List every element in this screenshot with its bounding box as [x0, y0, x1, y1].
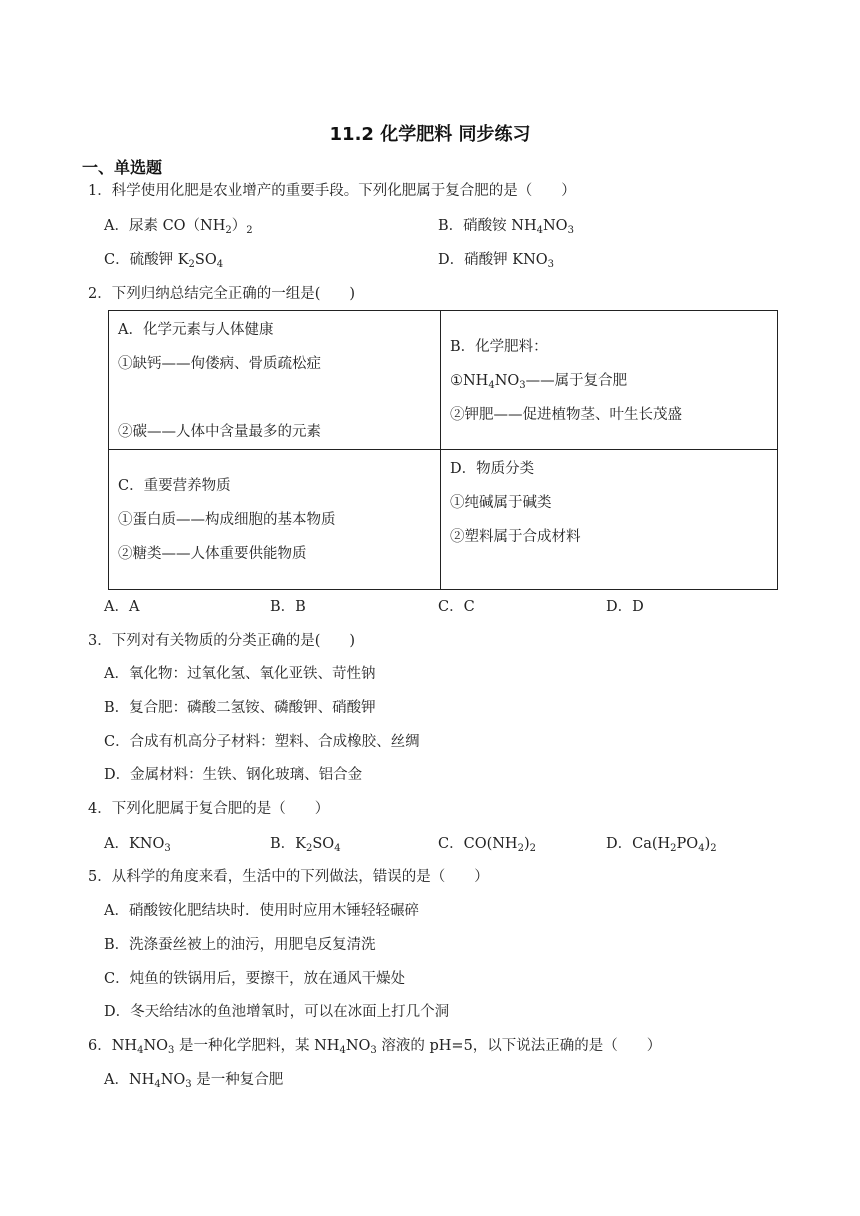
question-4-option-b[interactable]: B．$K_2SO_4$: [270, 836, 341, 854]
table-cell-b: [441, 311, 778, 450]
question-1-option-a[interactable]: A．尿素 $CO(NH_2)_2$: [104, 218, 253, 236]
question-3-option-b[interactable]: B．复合肥：磷酸二氢铵、磷酸钾、硝酸钾: [104, 700, 376, 716]
question-5-stem: 5．从科学的角度来看，生活中的下列做法，错误的是（ ）: [88, 869, 489, 885]
question-6-option-a[interactable]: A．$NH_4NO_3$ 是一种复合肥: [104, 1072, 284, 1090]
cell-d-title: D．物质分类: [450, 461, 535, 477]
table-cell-c: [109, 450, 441, 590]
question-3-stem: 3．下列对有关物质的分类正确的是( ): [88, 633, 356, 649]
question-4-option-d[interactable]: D．$Ca(H_2PO_4)_2$: [606, 836, 717, 854]
question-2-option-b[interactable]: B．B: [270, 599, 306, 615]
cell-b-item-2: ②钾肥——促进植物茎、叶生长茂盛: [450, 407, 682, 423]
question-2-option-c[interactable]: C．C: [438, 599, 475, 615]
question-1-option-c[interactable]: C．硫酸钾 $K_2SO_4$: [104, 252, 224, 270]
question-4-option-c[interactable]: C．$CO(NH_2)_2$: [438, 836, 536, 854]
cell-c-item-2: ②糖类——人体重要供能物质: [118, 546, 307, 562]
table-cell-a: [109, 311, 441, 450]
question-3-option-c[interactable]: C．合成有机高分子材料：塑料、合成橡胶、丝绸: [104, 734, 420, 750]
table-cell-d: [441, 450, 778, 590]
cell-a-title: A．化学元素与人体健康: [118, 322, 274, 338]
question-1-option-b[interactable]: B．硝酸铵 $NH_4NO_3$: [438, 218, 574, 236]
question-6-stem: 6．$NH_4NO_3$ 是一种化学肥料，某 $NH_4NO_3$ 溶液的 pH=5，以下说法正确的是（ ）: [88, 1038, 662, 1056]
question-2-option-d[interactable]: D．D: [606, 599, 644, 615]
cell-d-item-1: ①纯碱属于碱类: [450, 495, 552, 511]
cell-c-item-1: ①蛋白质——构成细胞的基本物质: [118, 512, 336, 528]
page-title: 11.2 化学肥料 同步练习: [329, 124, 531, 145]
question-2-option-a[interactable]: A．A: [104, 599, 140, 615]
question-3-option-a[interactable]: A．氧化物：过氧化氢、氧化亚铁、苛性钠: [104, 666, 376, 682]
cell-b-item-1: $①NH_4NO_3——$属于复合肥: [450, 373, 628, 391]
question-4-stem: 4．下列化肥属于复合肥的是（ ）: [88, 801, 330, 817]
question-5-option-d[interactable]: D．冬天给结冰的鱼池增氧时，可以在冰面上打几个洞: [104, 1004, 450, 1020]
question-4-option-a[interactable]: A．$KNO_3$: [104, 836, 171, 854]
cell-a-item-2: ②碳——人体中含量最多的元素: [118, 424, 321, 440]
cell-a-item-1: ①缺钙——佝偻病、骨质疏松症: [118, 356, 321, 372]
question-1-option-d[interactable]: D．硝酸钾 $KNO_3$: [438, 252, 555, 270]
question-5-option-a[interactable]: A．硝酸铵化肥结块时．使用时应用木锤轻轻碾碎: [104, 903, 419, 919]
cell-b-title: B．化学肥料：: [450, 339, 548, 355]
cell-d-item-2: ②塑料属于合成材料: [450, 529, 581, 545]
section-heading: 一、单选题: [82, 158, 163, 177]
question-1-stem: 1．科学使用化肥是农业增产的重要手段。下列化肥属于复合肥的是（ ）: [88, 183, 576, 199]
question-2-table: [108, 310, 778, 590]
question-2-stem: 2．下列归纳总结完全正确的一组是( ): [88, 286, 356, 302]
question-5-option-c[interactable]: C．炖鱼的铁锅用后，要擦干，放在通风干燥处: [104, 971, 406, 987]
question-5-option-b[interactable]: B．洗涤蚕丝被上的油污，用肥皂反复清洗: [104, 937, 376, 953]
cell-c-title: C．重要营养物质: [118, 478, 231, 494]
question-3-option-d[interactable]: D．金属材料：生铁、钢化玻璃、铝合金: [104, 767, 363, 783]
